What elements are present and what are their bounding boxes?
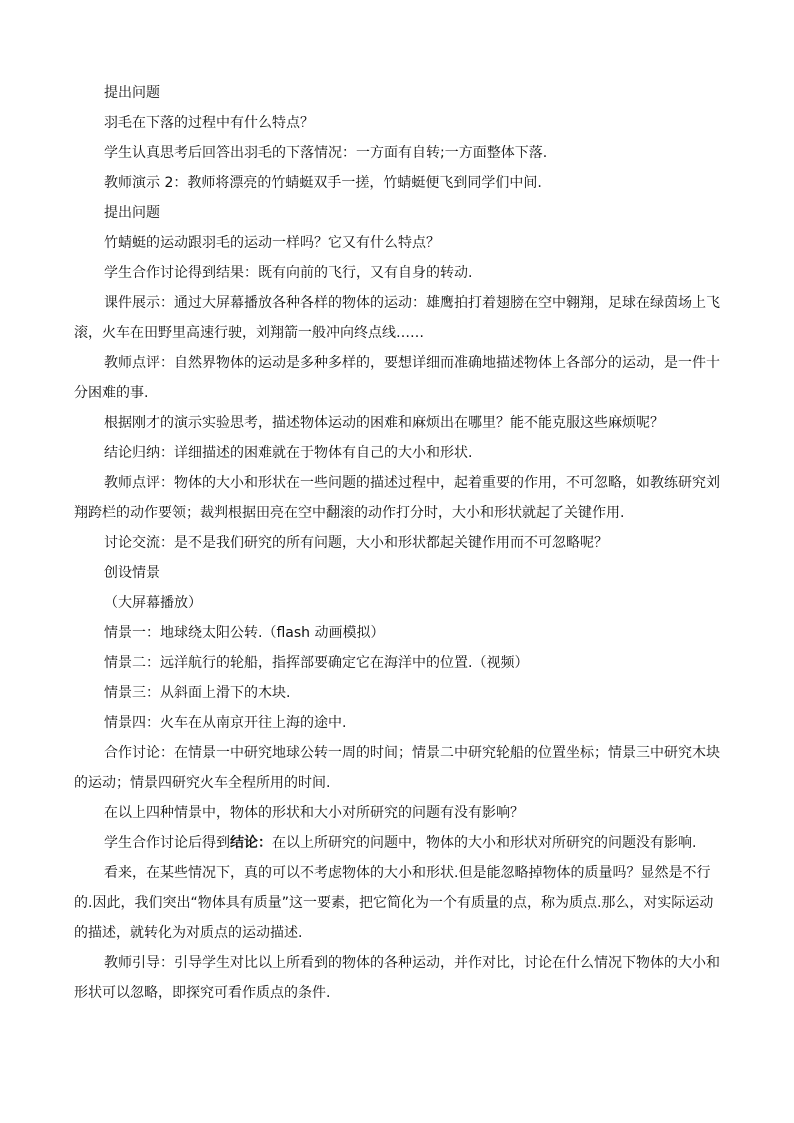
document-body: [74, 78, 724, 1008]
student-conclusion-paragraph: [74, 828, 724, 858]
section-heading-raise-question-2: 提出问题: [104, 205, 160, 221]
scenario-two: 情景二：远洋航行的轮船，指挥部要确定它在海洋中的位置.（视频）: [104, 655, 529, 671]
scenario-one: 情景一：地球绕太阳公转.（flash 动画模拟）: [104, 625, 385, 641]
student-discussion-paragraph: 学生合作讨论得到结果：既有向前的飞行，又有自身的转动.: [104, 265, 473, 281]
influence-question-paragraph: 在以上四种情景中，物体的形状和大小对所研究的问题有没有影响？: [104, 805, 524, 821]
section-heading-scenario: 创设情景: [104, 565, 160, 581]
discussion-exchange-paragraph: 讨论交流：是不是我们研究的所有问题，大小和形状都起关键作用而不可忽略呢？: [104, 535, 608, 551]
scenario-three: 情景三：从斜面上滑下的木块.: [104, 685, 291, 701]
conclusion-label: 结论：: [230, 835, 272, 851]
student-answer-paragraph: 学生认真思考后回答出羽毛的下落情况：一方面有自转;一方面整体下落.: [104, 145, 548, 161]
student-conclusion-lead: 学生合作讨论后得到: [104, 835, 230, 851]
point-mass-intro-paragraph: 看来，在某些情况下，真的可以不考虑物体的大小和形状.但是能忽略掉物体的质量吗？显然是不行的.因此，我们突出“物体具有质量”这一要素，把它简化为一个有质量的点，称为质点.那么，对实际运动的描述，就转化为对质点的运动描述.: [74, 865, 714, 941]
reflection-question-paragraph: 根据刚才的演示实验思考，描述物体运动的困难和麻烦出在哪里？能不能克服这些麻烦呢？: [104, 415, 664, 431]
teacher-guidance-paragraph: 教师引导：引导学生对比以上所看到的物体的各种运动，并作对比，讨论在什么情况下物体的大小和形状可以忽略，即探究可看作质点的条件.: [74, 955, 720, 1001]
teacher-demo-paragraph: 教师演示 2：教师将漂亮的竹蜻蜓双手一搓，竹蜻蜓便飞到同学们中间.: [104, 175, 542, 191]
question-paragraph-2: 竹蜻蜓的运动跟羽毛的运动一样吗？它又有什么特点？: [104, 235, 440, 251]
scenario-four: 情景四：火车在从南京开往上海的途中.: [104, 715, 347, 731]
screen-playback-note: （大屏幕播放）: [104, 595, 202, 611]
student-conclusion-text: 在以上所研究的问题中，物体的大小和形状对所研究的问题没有影响.: [272, 835, 697, 851]
section-heading-raise-question: 提出问题: [104, 85, 160, 101]
conclusion-paragraph: 结论归纳：详细描述的困难就在于物体有自己的大小和形状.: [104, 445, 473, 461]
teacher-comment-paragraph: 教师点评：自然界物体的运动是多种多样的，要想详细而准确地描述物体上各部分的运动，是一件十分困难的事.: [74, 355, 720, 401]
teacher-comment-paragraph-2: 教师点评：物体的大小和形状在一些问题的描述过程中，起着重要的作用，不可忽略，如教练研究刘翔跨栏的动作要领；裁判根据田亮在空中翻滚的动作打分时，大小和形状就起了关键作用.: [74, 475, 720, 521]
cooperative-discussion-paragraph: 合作讨论：在情景一中研究地球公转一周的时间；情景二中研究轮船的位置坐标；情景三中研究木块的运动；情景四研究火车全程所用的时间.: [74, 745, 720, 791]
question-paragraph: 羽毛在下落的过程中有什么特点？: [104, 115, 314, 131]
courseware-display-paragraph: 课件展示：通过大屏幕播放各种各样的物体的运动：雄鹰拍打着翅膀在空中翱翔，足球在绿茵场上飞滚，火车在田野里高速行驶，刘翔箭一般冲向终点线……: [74, 295, 720, 341]
